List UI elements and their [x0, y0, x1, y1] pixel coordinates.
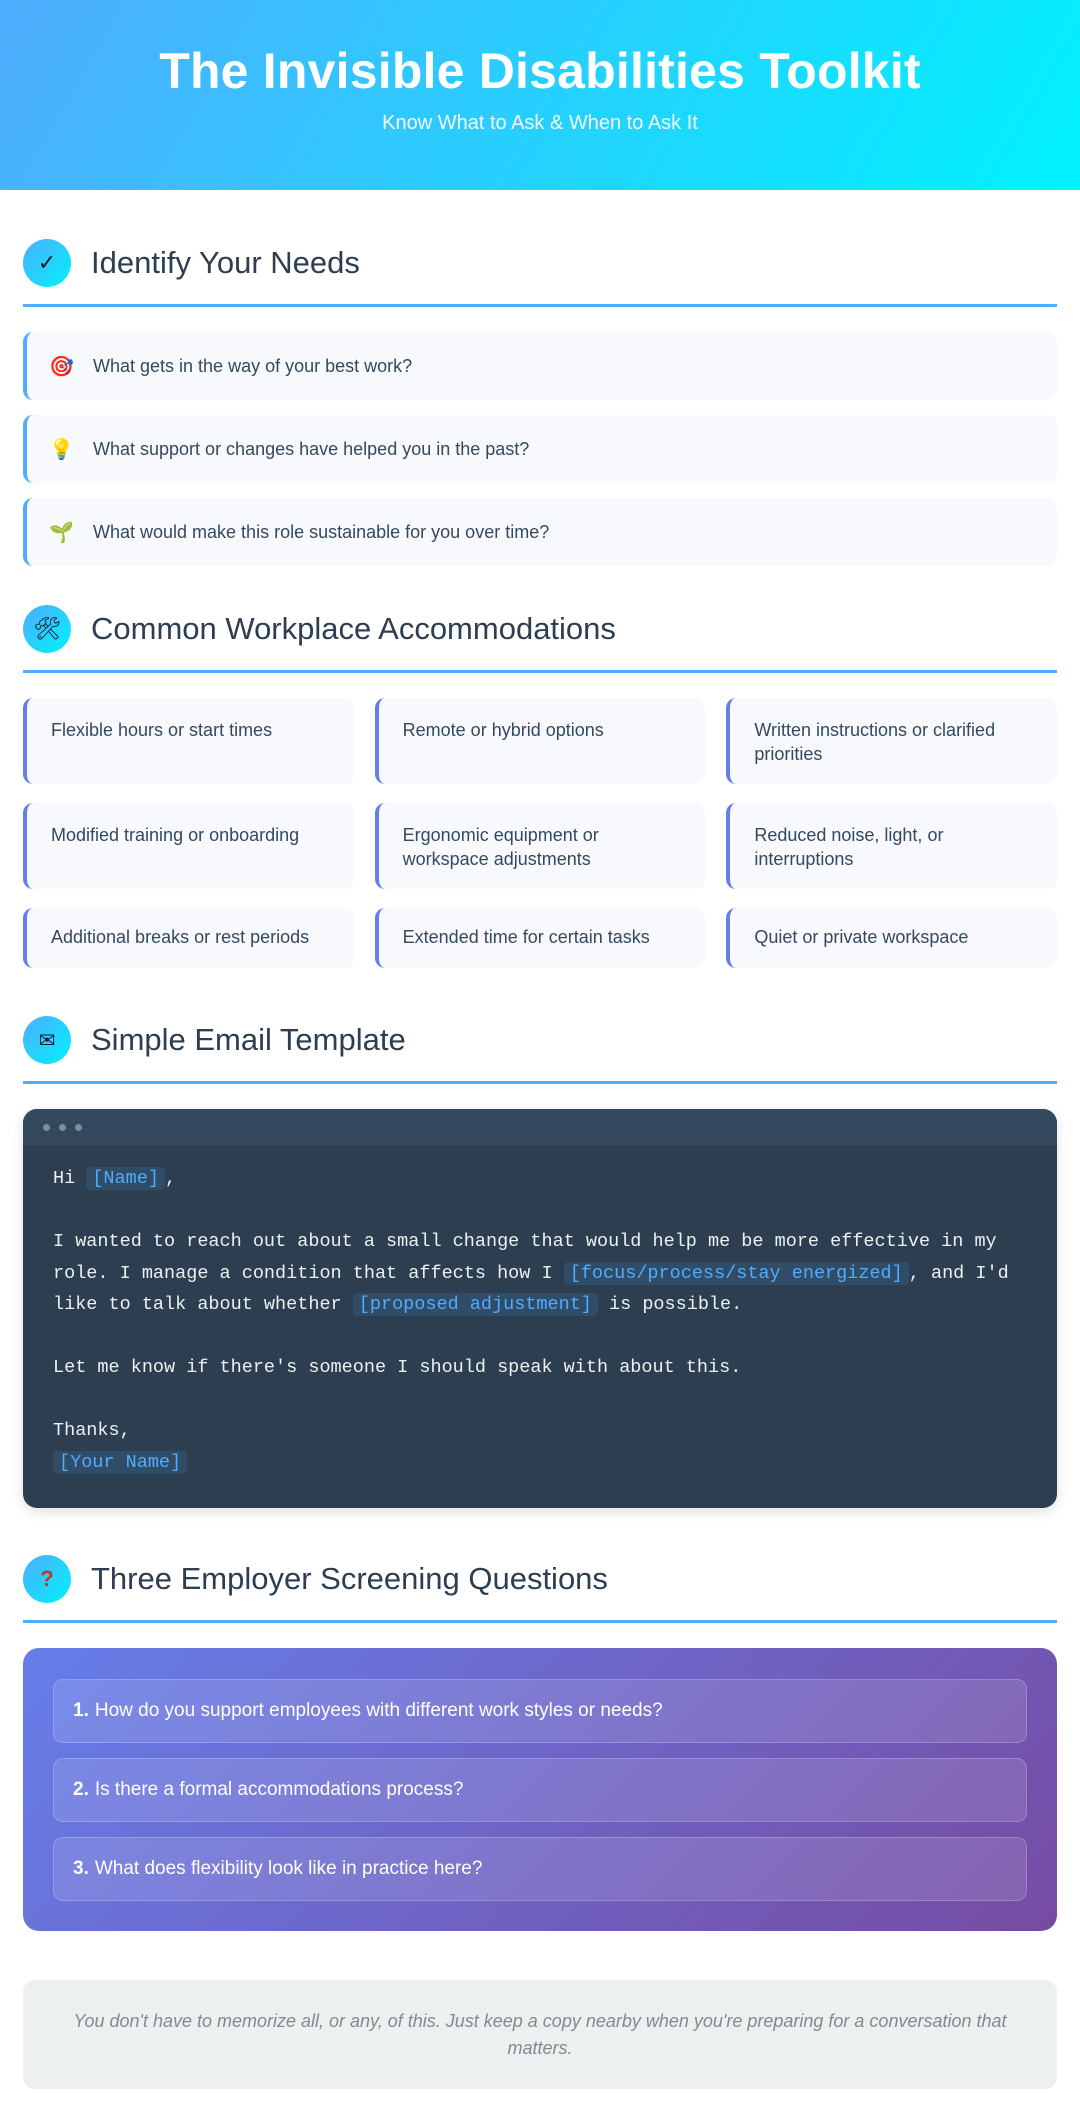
- need-text: What support or changes have helped you in the past?: [93, 438, 530, 459]
- section-header: [23, 605, 1057, 673]
- need-item: [23, 415, 1057, 483]
- window-dot: [59, 1124, 66, 1131]
- main-content: [0, 239, 1080, 2089]
- window-dot: [43, 1124, 50, 1131]
- checkmark-icon: ✓: [23, 239, 71, 287]
- window-dot: [75, 1124, 82, 1131]
- needs-section: [23, 239, 1057, 566]
- question-text: What does flexibility look like in practice here?: [94, 1858, 483, 1879]
- section-title: Common Workplace Accommodations: [91, 611, 616, 646]
- question-item: [53, 1837, 1027, 1901]
- page-header: [0, 0, 1080, 190]
- accommodation-card: Quiet or private workspace: [726, 908, 1057, 968]
- footer-note: You don't have to memorize all, or any, of this. Just keep a copy nearby when you're preparing for a conversation that matters.: [23, 1980, 1057, 2089]
- page-title: The Invisible Disabilities Toolkit: [159, 43, 921, 99]
- email-text: I wanted to reach out about a small change that would help me be more effective in my role. I manage a condition that affects how I: [53, 1231, 997, 1284]
- accommodation-card: Reduced noise, light, or interruptions: [726, 803, 1057, 889]
- section-header: [23, 1016, 1057, 1084]
- question-number: 1.: [73, 1700, 89, 1721]
- need-item: [23, 498, 1057, 566]
- seedling-icon: 🌱: [49, 521, 74, 544]
- question-mark-icon: ?: [23, 1555, 71, 1603]
- question-text: Is there a formal accommodations process?: [94, 1779, 464, 1800]
- need-item: [23, 332, 1057, 400]
- question-item: [53, 1758, 1027, 1822]
- lightbulb-icon: 💡: [49, 438, 74, 461]
- email-greeting: Hi: [53, 1168, 76, 1189]
- questions-section: [23, 1555, 1057, 1931]
- condition-placeholder: [focus/process/stay energized]: [564, 1262, 909, 1285]
- section-header: [23, 239, 1057, 307]
- accommodation-card: Additional breaks or rest periods: [23, 908, 354, 968]
- email-paragraph: Let me know if there's someone I should speak with about this.: [53, 1357, 742, 1378]
- section-title: Simple Email Template: [91, 1022, 406, 1057]
- section-header: [23, 1555, 1057, 1623]
- accommodation-card: Modified training or onboarding: [23, 803, 354, 889]
- signature-placeholder: [Your Name]: [53, 1451, 187, 1474]
- email-greeting-line: [53, 1163, 1027, 1195]
- name-placeholder: [Name]: [86, 1167, 165, 1190]
- email-paragraph: [53, 1226, 1027, 1321]
- accommodation-card: Extended time for certain tasks: [375, 908, 706, 968]
- target-icon: 🎯: [49, 355, 74, 378]
- accommodation-card: Written instructions or clarified priorities: [726, 698, 1057, 784]
- accommodations-section: [23, 605, 1057, 968]
- accommodation-card: Remote or hybrid options: [375, 698, 706, 784]
- question-item: [53, 1679, 1027, 1743]
- question-text: How do you support employees with different work styles or needs?: [94, 1700, 663, 1721]
- question-number: 2.: [73, 1779, 89, 1800]
- adjustment-placeholder: [proposed adjustment]: [353, 1293, 598, 1316]
- need-text: What would make this role sustainable for you over time?: [93, 521, 550, 542]
- email-template: [23, 1109, 1057, 1508]
- email-text: , and I'd like to talk about whether: [53, 1262, 1009, 1315]
- page-subtitle: Know What to Ask & When to Ask It: [382, 112, 698, 134]
- email-text: is possible.: [609, 1294, 743, 1315]
- tools-icon: 🛠: [23, 605, 71, 653]
- need-text: What gets in the way of your best work?: [93, 355, 413, 376]
- section-title: Three Employer Screening Questions: [91, 1561, 608, 1596]
- accommodation-card: Ergonomic equipment or workspace adjustments: [375, 803, 706, 889]
- email-section: [23, 1016, 1057, 1508]
- section-title: Identify Your Needs: [91, 245, 360, 280]
- envelope-icon: ✉: [23, 1016, 71, 1064]
- question-number: 3.: [73, 1858, 89, 1879]
- questions-panel: [23, 1648, 1057, 1931]
- email-greeting-comma: ,: [164, 1168, 177, 1189]
- email-body: [23, 1145, 1057, 1508]
- window-bar: [23, 1109, 1057, 1145]
- accommodation-card: Flexible hours or start times: [23, 698, 354, 784]
- accommodations-grid: [23, 698, 1057, 968]
- email-signoff: Thanks,: [53, 1420, 131, 1441]
